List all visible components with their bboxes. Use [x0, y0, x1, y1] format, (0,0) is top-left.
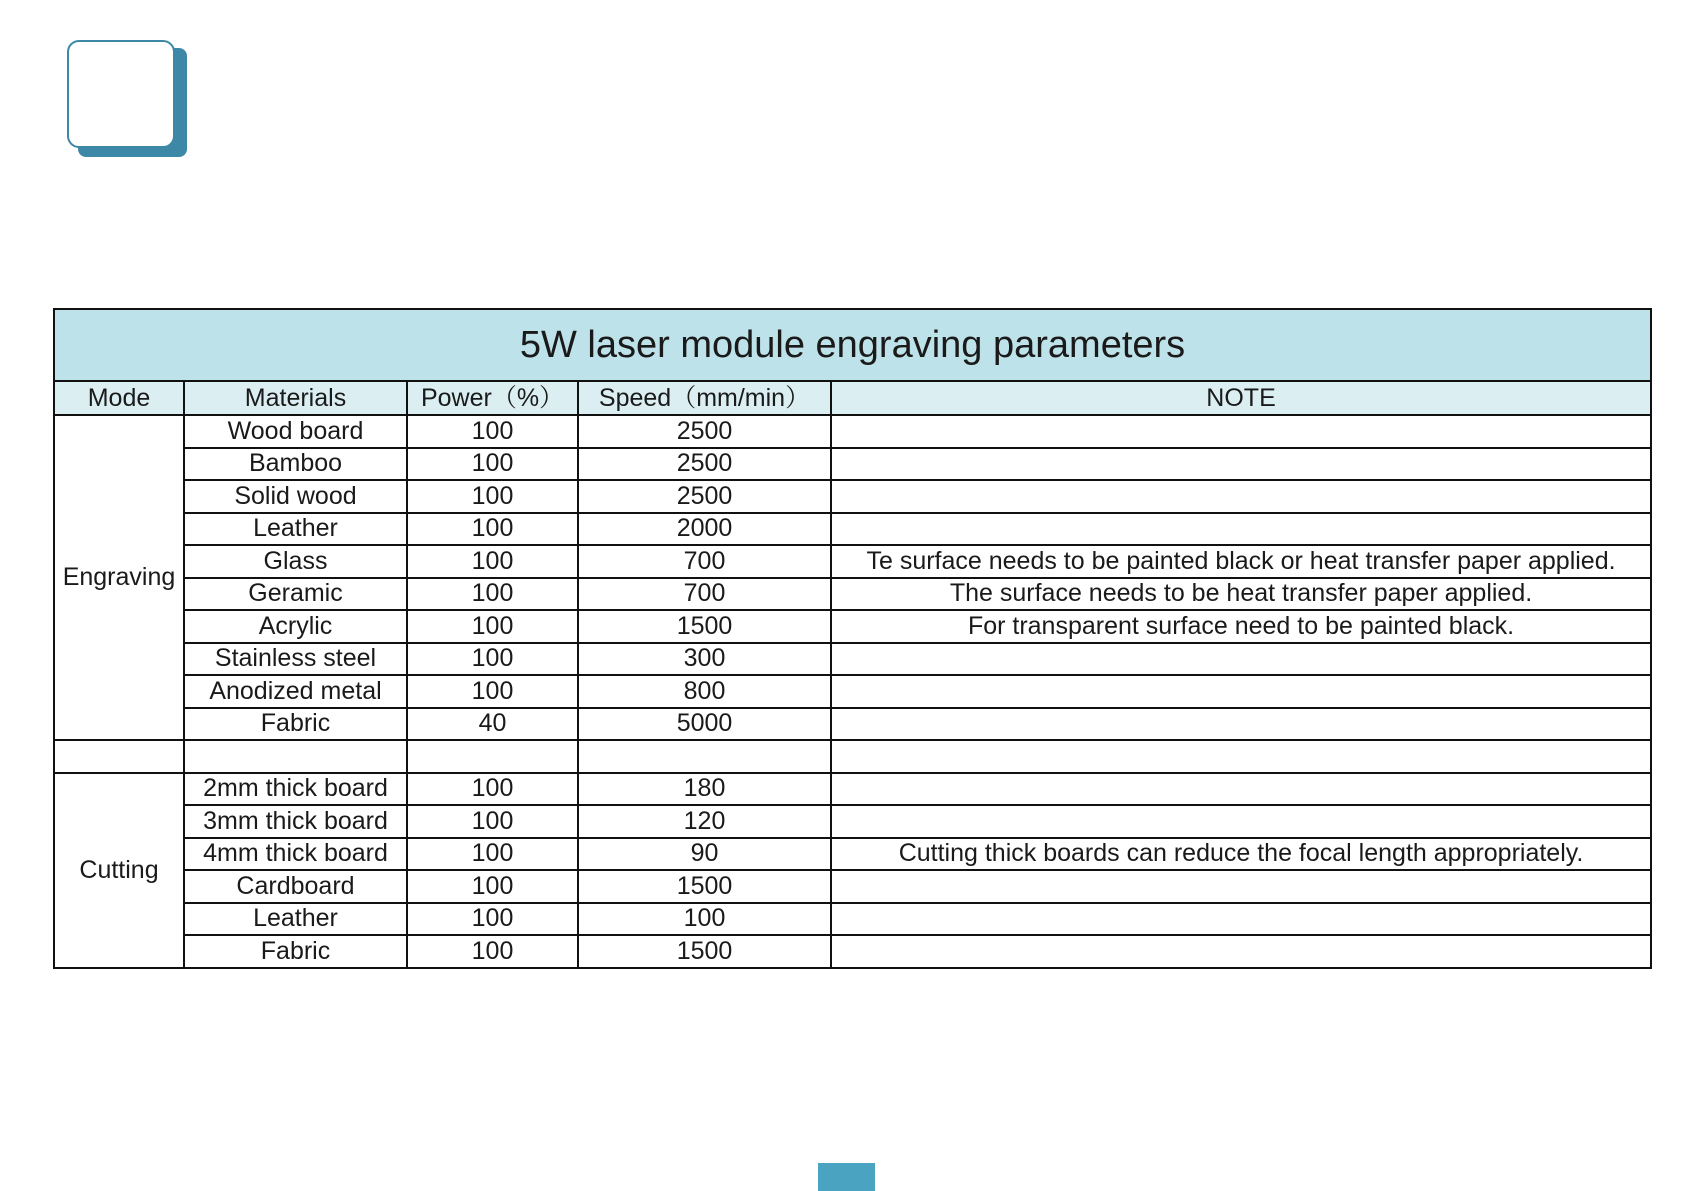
- material-cell: Leather: [184, 903, 407, 936]
- corner-icon-frame: [67, 40, 175, 148]
- power-cell: 100: [407, 610, 578, 643]
- table-row: [54, 773, 1651, 806]
- power-cell: 100: [407, 578, 578, 611]
- power-cell: 100: [407, 643, 578, 676]
- table-header-row: [54, 381, 1651, 415]
- speed-cell: 1500: [578, 610, 831, 643]
- material-cell: Leather: [184, 513, 407, 546]
- speed-cell: 2000: [578, 513, 831, 546]
- table-row: [54, 903, 1651, 936]
- empty-cell: [831, 740, 1651, 773]
- table-row: [54, 545, 1651, 578]
- empty-cell: [184, 740, 407, 773]
- material-cell: Fabric: [184, 708, 407, 741]
- material-cell: 2mm thick board: [184, 773, 407, 806]
- table-row: [54, 610, 1651, 643]
- note-cell: [831, 708, 1651, 741]
- note-cell: [831, 513, 1651, 546]
- power-cell: 100: [407, 480, 578, 513]
- note-cell: [831, 480, 1651, 513]
- speed-cell: 180: [578, 773, 831, 806]
- page-footer-marker: [818, 1163, 875, 1191]
- table-row: [54, 675, 1651, 708]
- table-row: [54, 870, 1651, 903]
- laser-parameters-table: [53, 308, 1652, 969]
- table-title: 5W laser module engraving parameters: [54, 309, 1651, 381]
- power-cell: 100: [407, 903, 578, 936]
- note-cell: [831, 643, 1651, 676]
- note-cell: [831, 935, 1651, 968]
- material-cell: Glass: [184, 545, 407, 578]
- power-cell: 100: [407, 513, 578, 546]
- material-cell: Anodized metal: [184, 675, 407, 708]
- table-row: [54, 708, 1651, 741]
- table-row: [54, 448, 1651, 481]
- note-cell: The surface needs to be heat transfer paper applied.: [831, 578, 1651, 611]
- power-cell: 100: [407, 870, 578, 903]
- speed-cell: 2500: [578, 480, 831, 513]
- speed-cell: 800: [578, 675, 831, 708]
- speed-cell: 700: [578, 578, 831, 611]
- material-cell: Acrylic: [184, 610, 407, 643]
- note-cell: For transparent surface need to be painted black.: [831, 610, 1651, 643]
- material-cell: 4mm thick board: [184, 838, 407, 871]
- material-cell: 3mm thick board: [184, 805, 407, 838]
- header-power: Power（%）: [407, 381, 578, 415]
- speed-cell: 1500: [578, 935, 831, 968]
- note-cell: [831, 448, 1651, 481]
- table-row: [54, 838, 1651, 871]
- note-cell: [831, 903, 1651, 936]
- empty-cell: [54, 740, 184, 773]
- empty-cell: [407, 740, 578, 773]
- header-speed: Speed（mm/min）: [578, 381, 831, 415]
- speed-cell: 2500: [578, 448, 831, 481]
- material-cell: Stainless steel: [184, 643, 407, 676]
- note-cell: [831, 415, 1651, 448]
- speed-cell: 1500: [578, 870, 831, 903]
- material-cell: Cardboard: [184, 870, 407, 903]
- speed-cell: 300: [578, 643, 831, 676]
- power-cell: 100: [407, 838, 578, 871]
- mode-engraving: Engraving: [54, 415, 184, 740]
- power-cell: 100: [407, 805, 578, 838]
- speed-cell: 5000: [578, 708, 831, 741]
- table-row: [54, 578, 1651, 611]
- material-cell: Wood board: [184, 415, 407, 448]
- power-cell: 100: [407, 448, 578, 481]
- material-cell: Fabric: [184, 935, 407, 968]
- table-row: [54, 935, 1651, 968]
- note-cell: Te surface needs to be painted black or heat transfer paper applied.: [831, 545, 1651, 578]
- table-row: [54, 415, 1651, 448]
- note-cell: [831, 675, 1651, 708]
- header-note: NOTE: [831, 381, 1651, 415]
- speed-cell: 2500: [578, 415, 831, 448]
- mode-cutting: Cutting: [54, 773, 184, 968]
- power-cell: 100: [407, 545, 578, 578]
- material-cell: Bamboo: [184, 448, 407, 481]
- note-cell: [831, 805, 1651, 838]
- header-materials: Materials: [184, 381, 407, 415]
- power-cell: 100: [407, 415, 578, 448]
- material-cell: Solid wood: [184, 480, 407, 513]
- table-row: [54, 643, 1651, 676]
- power-cell: 100: [407, 935, 578, 968]
- speed-cell: 120: [578, 805, 831, 838]
- page-corner-icon: [67, 40, 185, 157]
- power-cell: 40: [407, 708, 578, 741]
- note-cell: Cutting thick boards can reduce the focal length appropriately.: [831, 838, 1651, 871]
- speed-cell: 100: [578, 903, 831, 936]
- header-mode: Mode: [54, 381, 184, 415]
- power-cell: 100: [407, 773, 578, 806]
- speed-cell: 90: [578, 838, 831, 871]
- empty-cell: [578, 740, 831, 773]
- table-row: [54, 480, 1651, 513]
- spacer-row: [54, 740, 1651, 773]
- power-cell: 100: [407, 675, 578, 708]
- note-cell: [831, 870, 1651, 903]
- table-row: [54, 805, 1651, 838]
- material-cell: Geramic: [184, 578, 407, 611]
- table-row: [54, 513, 1651, 546]
- speed-cell: 700: [578, 545, 831, 578]
- note-cell: [831, 773, 1651, 806]
